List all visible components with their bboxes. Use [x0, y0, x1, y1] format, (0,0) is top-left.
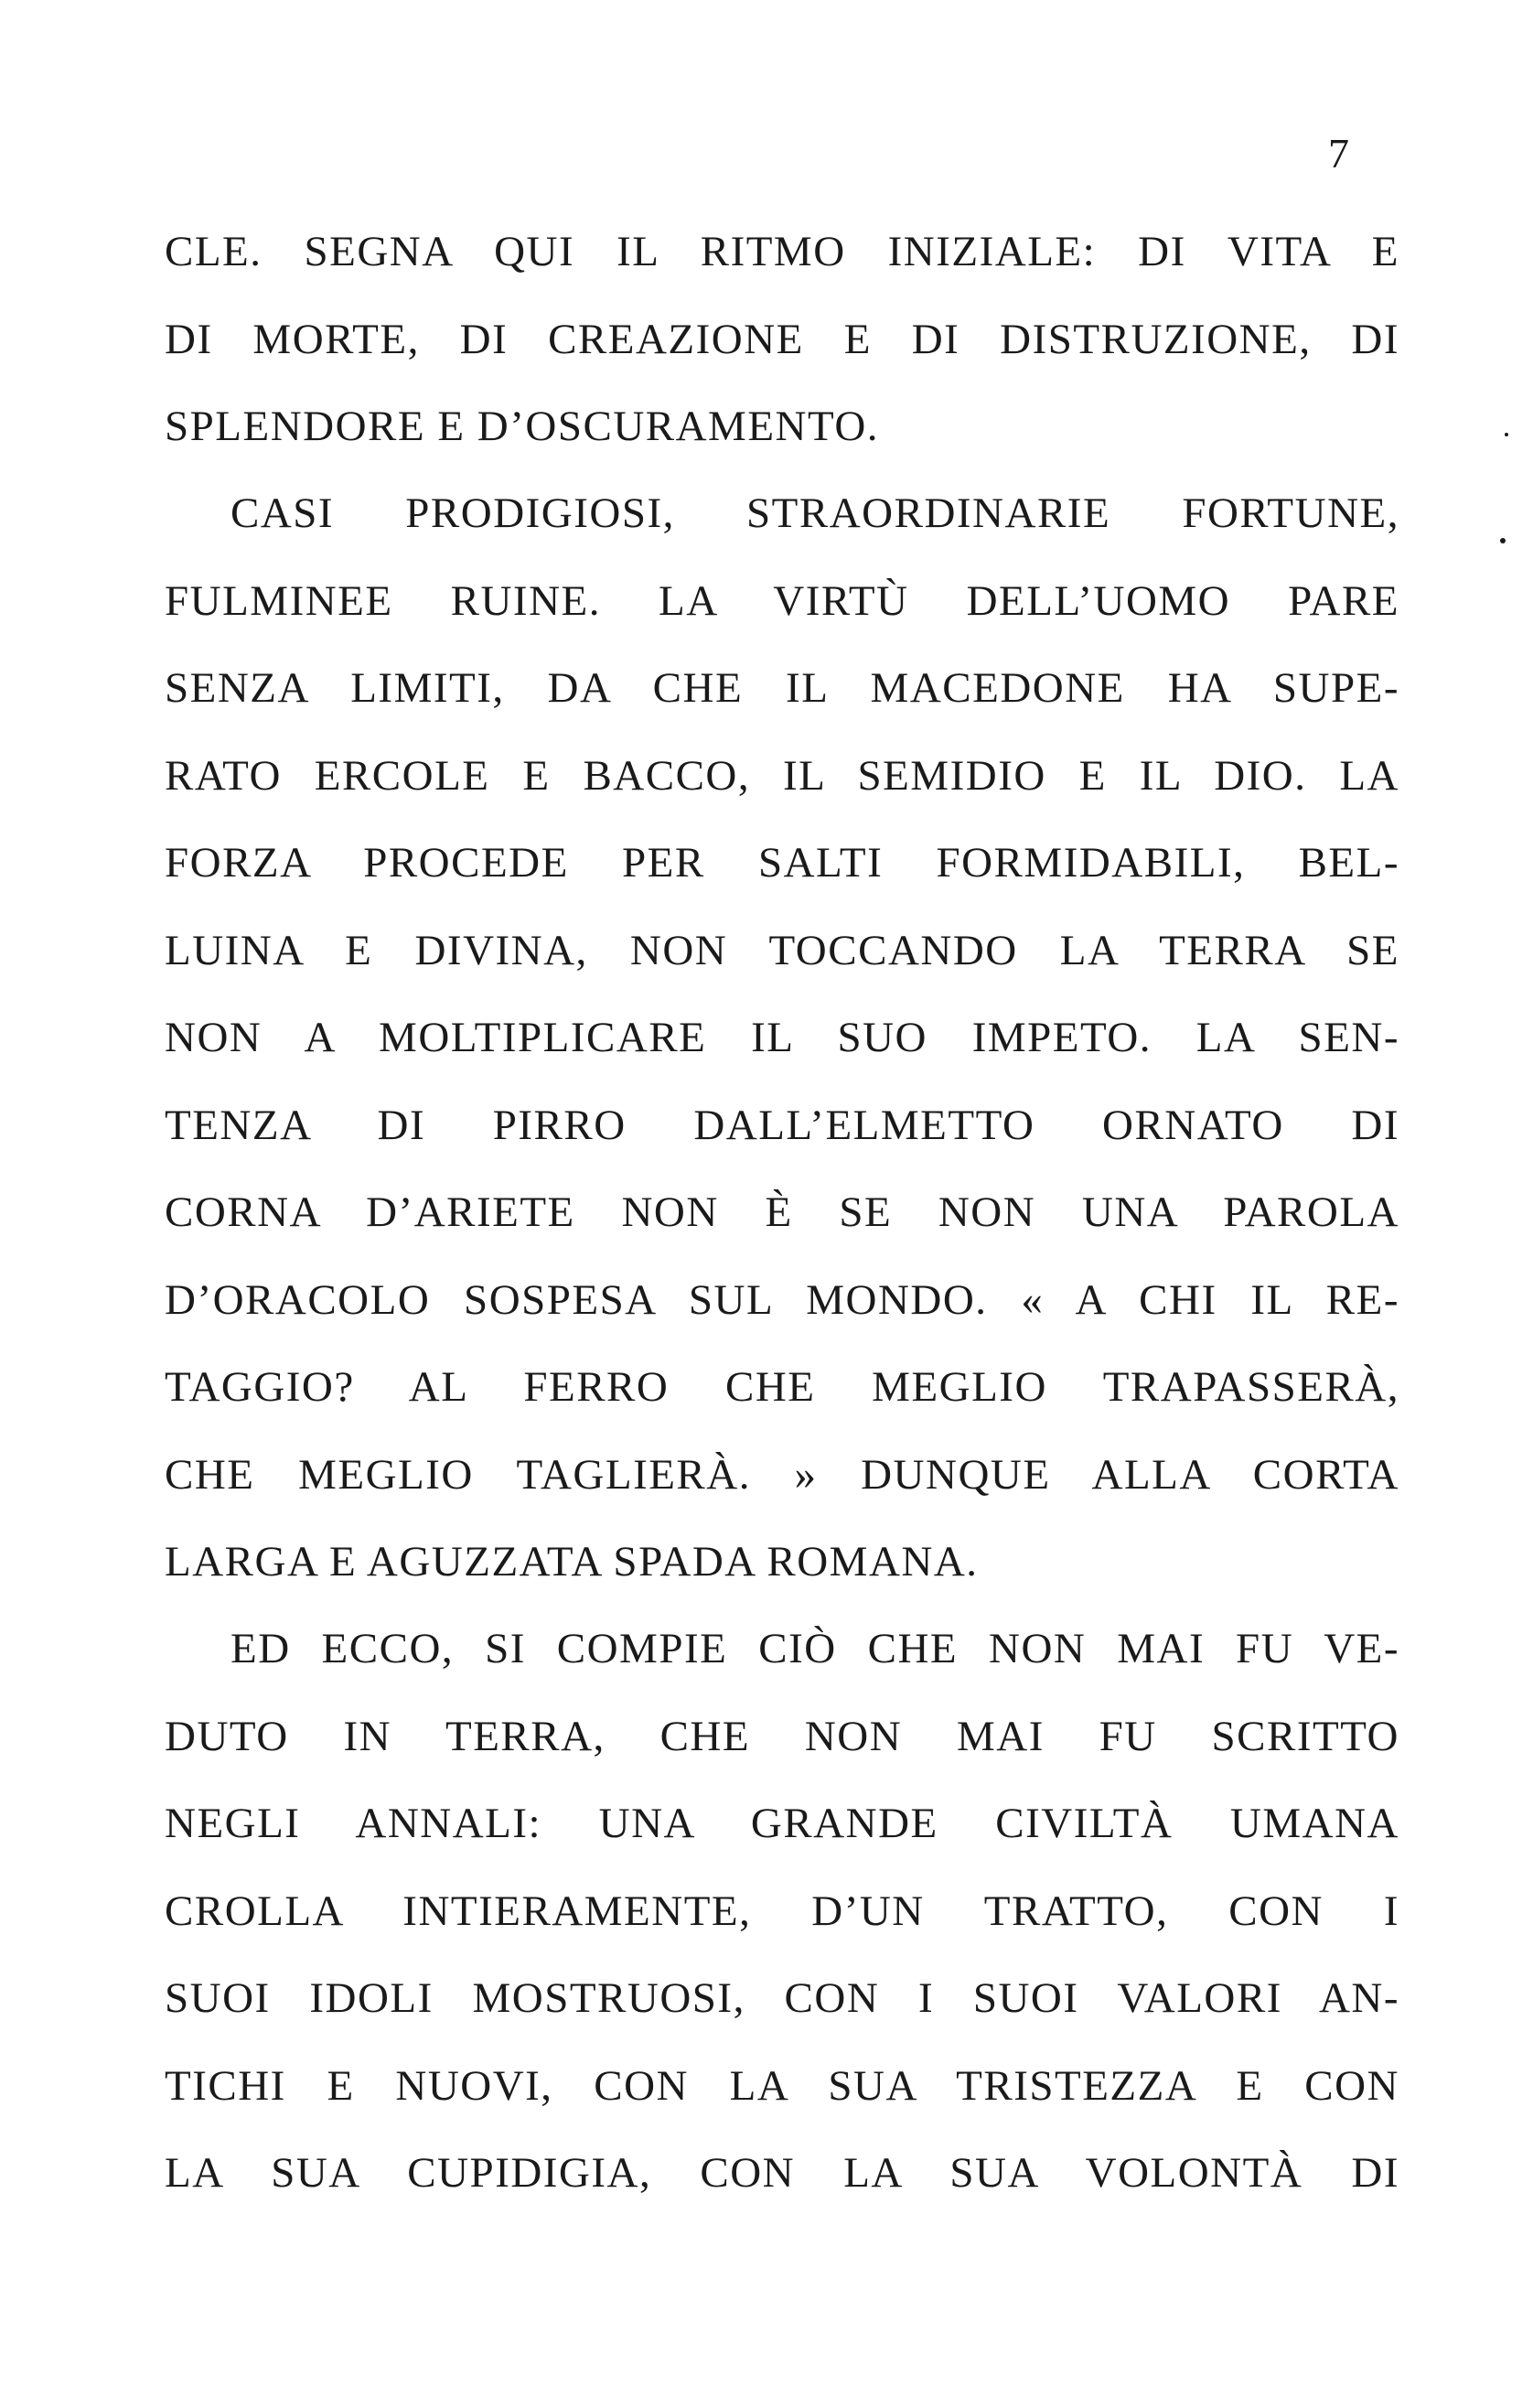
text-line: LA SUA CUPIDIGIA, CON LA SUA VOLONTÀ DI [165, 2149, 1399, 2197]
paragraph-2 [165, 470, 1399, 1607]
text-line: LUINA E DIVINA, NON TOCCANDO LA TERRA SE [165, 926, 1399, 974]
text-line: CHE MEGLIO TAGLIERÀ. » DUNQUE ALLA CORTA [165, 1450, 1399, 1499]
text-line: ED ECCO, SI COMPIE CIÒ CHE NON MAI FU VE- [230, 1625, 1399, 1672]
text-line: FULMINEE RUINE. LA VIRTÙ DELL’UOMO PARE [165, 576, 1399, 625]
text-line: SENZA LIMITI, DA CHE IL MACEDONE HA SUPE- [165, 664, 1399, 712]
text-line: DUTO IN TERRA, CHE NON MAI FU SCRITTO [165, 1712, 1399, 1760]
text-line: RATO ERCOLE E BACCO, IL SEMIDIO E IL DIO. LA [165, 751, 1399, 800]
text-line: CORNA D’ARIETE NON È SE NON UNA PAROLA [165, 1188, 1399, 1236]
text-line: NEGLI ANNALI: UNA GRANDE CIVILTÀ UMANA [165, 1800, 1399, 1847]
text-line: SPLENDORE E D’OSCURAMENTO. [165, 403, 880, 450]
text-line: D’ORACOLO SOSPESA SUL MONDO. « A CHI IL RE- [165, 1275, 1399, 1324]
text-line: TAGGIO? AL FERRO CHE MEGLIO TRAPASSERÀ, [165, 1363, 1399, 1411]
text-line: CASI PRODIGIOSI, STRAORDINARIE FORTUNE, [230, 489, 1399, 537]
text-line: SUOI IDOLI MOSTRUOSI, CON I SUOI VALORI AN- [165, 1974, 1399, 2022]
paragraph-1 [165, 209, 1399, 471]
text-line: TICHI E NUOVI, CON LA SUA TRISTEZZA E CON [165, 2061, 1399, 2110]
text-line: CROLLA INTIERAMENTE, D’UN TRATTO, CON I [165, 1887, 1399, 1935]
text-line: DI MORTE, DI CREAZIONE E DI DISTRUZIONE, DI [165, 315, 1399, 363]
scan-speck [1505, 433, 1508, 436]
text-line: TENZA DI PIRRO DALL’ELMETTO ORNATO DI [165, 1101, 1399, 1149]
text-line: LARGA E AGUZZATA SPADA ROMANA. [165, 1538, 979, 1586]
page-number: 7 [1328, 130, 1349, 177]
paragraph-3 [165, 1606, 1399, 2218]
text-line: FORZA PROCEDE PER SALTI FORMIDABILI, BEL- [165, 839, 1399, 887]
text-line: CLE. SEGNA QUI IL RITMO INIZIALE: DI VITA E [165, 228, 1399, 275]
scan-speck [1500, 538, 1506, 543]
text-line: NON A MOLTIPLICARE IL SUO IMPETO. LA SEN- [165, 1014, 1399, 1061]
